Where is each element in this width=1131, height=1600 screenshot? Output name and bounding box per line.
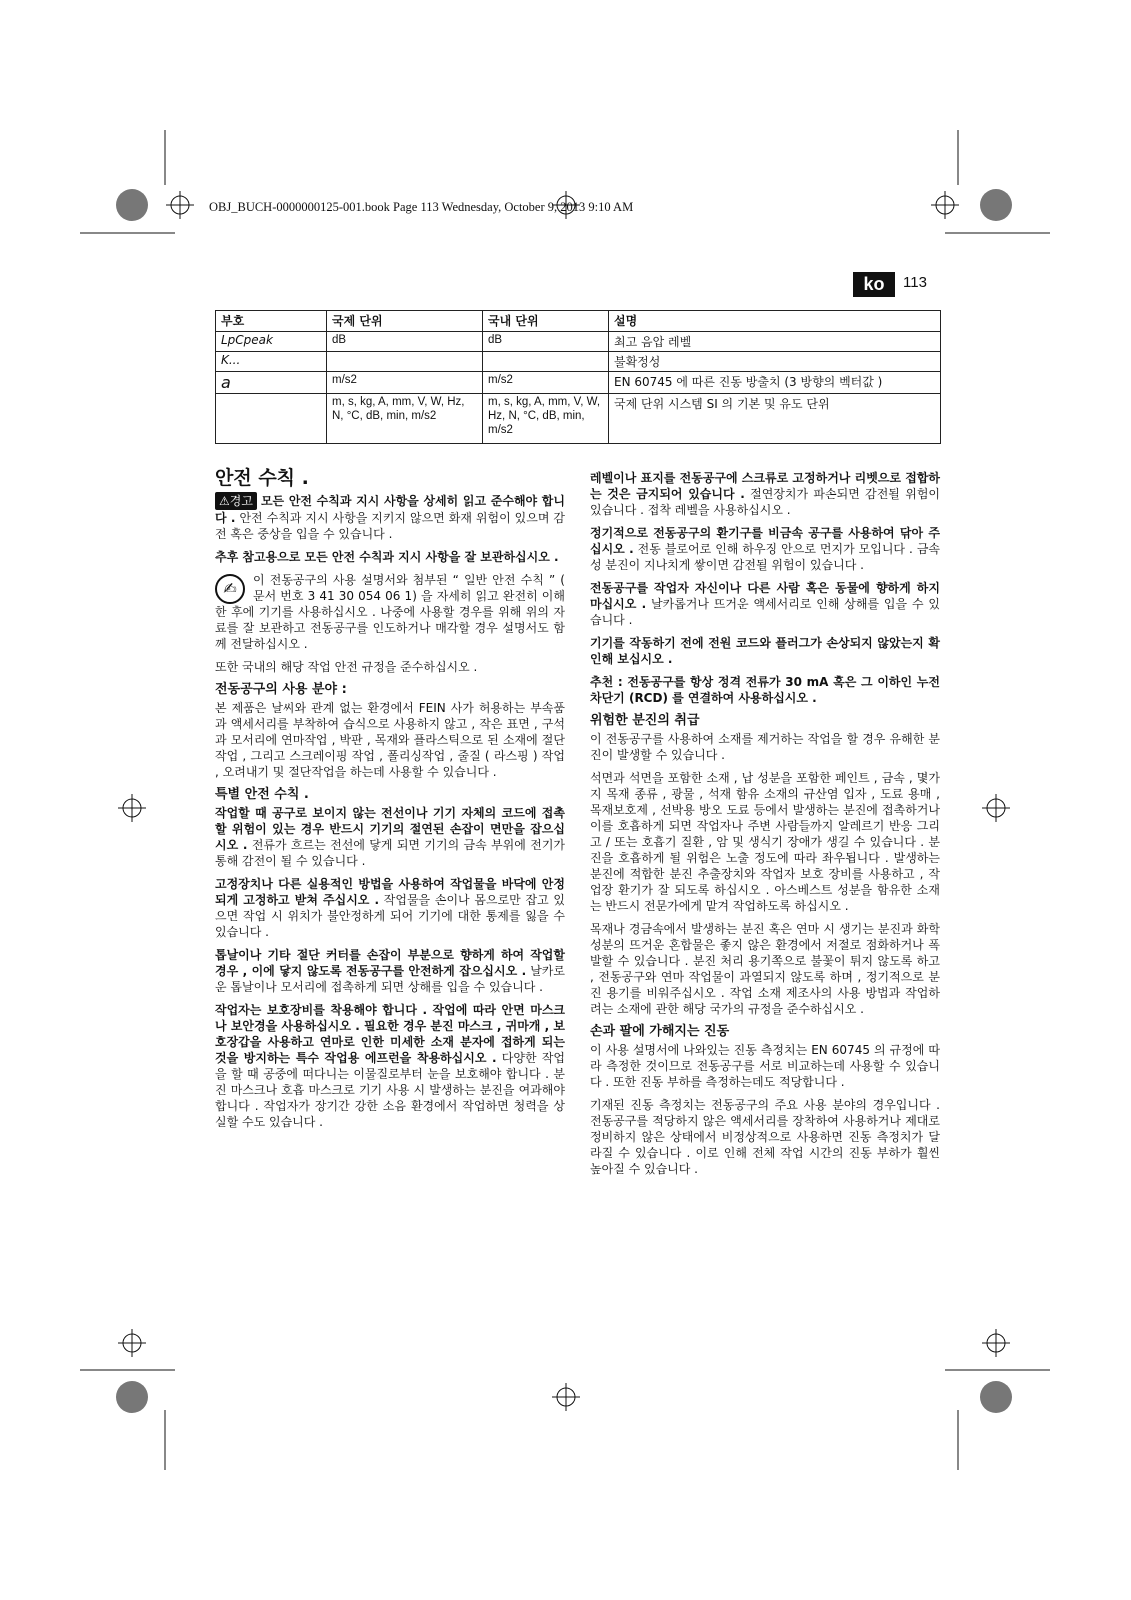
section-title-safety: 안전 수칙 . [215,467,309,489]
rule-2-bold: 정기적으로 전동공구의 환기구를 비금속 공구를 사용하여 닦아 주십시오 . [590,526,940,556]
special-3-text: 날카로운 톱날이나 모서리에 접촉하게 되면 상해를 입을 수 있습니다 . [215,964,565,994]
read-manual-icon: ✍ [215,574,245,604]
table-cell: K... [216,352,327,372]
rule-1-text: 절연장치가 파손되면 감전될 위험이 있습니다 . 접착 레벨을 사용하십시오 . [590,487,940,517]
rule-1-bold: 레벨이나 표지를 전동공구에 스크류로 고정하거나 리벳으로 접합하는 것은 금지되어 있습니다 . [590,471,940,501]
heading-vibration: 손과 팔에 가해지는 진동 [590,1024,730,1039]
table-cell [327,352,483,372]
read-manual-text: 이 전동공구의 사용 설명서와 첨부된 “ 일반 안전 수칙 ” ( 문서 번호 3 41 30 054 06 1) 을 자세히 읽고 완전히 이해한 후에 기기를 사용하십시오 . 나중에 사용할 경우를 위해 위의 자료를 잘 보관하고 전동공구를 인도하거나 매각할 경우 설명서도 함께 전달하십시오 . [215,573,565,651]
table-cell: EN 60745 에 따른 진동 방출치 (3 방향의 벡터값 ) [609,372,941,394]
dust-text-1: 이 전동공구를 사용하여 소재를 제거하는 작업을 할 경우 유해한 분진이 발생할 수 있습니다 . [590,732,940,762]
table-cell: a [216,372,327,394]
table-cell: 최고 음압 레벨 [609,332,941,352]
right-column [590,470,940,1184]
warning-text: 안전 수칙과 지시 사항을 지키지 않으면 화재 위험이 있으며 감전 혹은 중상을 입을 수 있습니다 . [215,511,565,541]
local-rules-text: 또한 국내의 해당 작업 안전 규정을 준수하십시오 . [215,660,478,674]
language-tab: ko [853,272,895,297]
table-cell: m/s2 [483,372,609,394]
table-row [216,332,941,352]
intended-use-text: 본 제품은 날씨와 관계 없는 환경에서 FEIN 사가 허용하는 부속품과 액세서리를 부착하여 습식으로 사용하지 않고 , 작은 표면 , 구석과 모서리에 연마작업 , 박판 , 목재와 플라스틱으로 된 소재에 절단작업 , 그리고 스크레이핑 작업 , 폴리싱작업 , 줄질 ( 라스핑 ) 작업 , 오려내기 및 절단작업을 하는데 사용할 수 있습니다 . [215,701,565,779]
heading-intended-use: 전동공구의 사용 분야 : [215,682,347,697]
special-3-bold: 톱날이나 기타 절단 커터를 손잡이 부분으로 향하게 하여 작업할 경우 , 이에 닿지 않도록 전동공구를 안전하게 잡으십시오 . [215,948,565,978]
left-column [215,467,566,1137]
table-header: 부호 [216,311,327,332]
rule-4-bold: 기기를 작동하기 전에 전원 코드와 플러그가 손상되지 않았는지 확인해 보십시오 . [590,636,940,666]
table-cell: m, s, kg, A, mm, V, W, Hz, N, °C, dB, min, m/s2 [327,394,483,444]
warning-badge: ⚠경고 [215,492,257,510]
table-cell [216,394,327,444]
rule-3-bold: 전동공구를 작업자 자신이나 다른 사람 혹은 동물에 향하게 하지 마십시오 . [590,581,940,611]
table-cell: 국제 단위 시스템 SI 의 기본 및 유도 단위 [609,394,941,444]
table-cell [483,352,609,372]
table-cell: 불확정성 [609,352,941,372]
special-1-text: 전류가 흐르는 전선에 닿게 되면 기기의 금속 부위에 전기가 통해 감전이 될 수 있습니다 . [215,838,566,868]
table-row [216,352,941,372]
vibration-text-1: 이 사용 설명서에 나와있는 진동 측정치는 EN 60745 의 규정에 따라 측정한 것이므로 전동공구를 서로 비교하는데 사용할 수 있습니다 . 또한 진동 부하를 측정하는데도 적당합니다 . [590,1043,940,1089]
print-line: OBJ_BUCH-0000000125-001.book Page 113 Wednesday, October 9, 2013 9:10 AM [209,200,634,214]
table-cell: m, s, kg, A, mm, V, W, Hz, N, °C, dB, min, m/s2 [483,394,609,444]
dust-text-2: 석면과 석면을 포함한 소재 , 납 성분을 포함한 페인트 , 금속 , 몇가지 목재 종류 , 광물 , 석재 함유 소재의 규산염 입자 , 도료 용매 , 목재보호제 , 선박용 방오 도료 등에서 발생하는 분진에 접촉하거나 이를 호흡하게 되면 작업자나 주변 사람들까지 알레르기 반응 그리고 / 또는 호흡기 질환 , 암 및 생식기 장애가 생길 수 있습니다 . 분진을 호흡하게 될 위험은 노출 정도에 따라 좌우됩니다 . 발생하는 분진에 적합한 분진 추출장치와 작업자 보호 장비를 사용하고 , 작업장 환기가 잘 되도록 하십시오 . 아스베스트 성분을 함유한 소재는 반드시 전문가에게 맡겨 작업하도록 하십시오 . [590,771,940,913]
special-4-bold: 작업자는 보호장비를 착용해야 합니다 . 작업에 따라 안면 마스크나 보안경을 사용하십시오 . 필요한 경우 분진 마스크 , 귀마개 , 보호장갑을 사용하고 연마로 인한 미세한 소재 분자에 접하게 되는 것을 방지하는 특수 작업용 에프런을 착용하십시오 . [215,1003,565,1065]
page-number: 113 [903,274,927,291]
special-2-text: 작업물을 손이나 몸으로만 잡고 있으면 작업 시 위치가 불안정하게 되어 기기에 대한 통제를 잃을 수 있습니다 . [215,893,565,939]
table-cell: dB [483,332,609,352]
keep-instructions-text: 추후 참고용으로 모든 안전 수칙과 지시 사항을 잘 보관하십시오 . [215,550,559,564]
heading-special-safety: 특별 안전 수칙 . [215,787,309,802]
table-row [216,372,941,394]
table-header: 국제 단위 [327,311,483,332]
rule-5-bold: 추천 : 전동공구를 항상 정격 전류가 30 mA 혹은 그 이하인 누전 차단기 (RCD) 를 연결하여 사용하십시오 . [590,675,940,705]
table-cell: LpCpeak [216,332,327,352]
table-header-row [216,311,941,332]
units-table [215,310,941,444]
special-4-text: 다양한 작업을 할 때 공중에 떠다니는 이물질로부터 눈을 보호해야 합니다 . 분진 마스크나 호흡 마스크로 기기 사용 시 발생하는 분진을 여과해야 합니다 . 작업자가 장기간 강한 소음 환경에서 작업하면 청력을 상실할 수도 있습니다 . [215,1051,566,1129]
rule-2-text: 전동 블로어로 인해 하우징 안으로 먼지가 모입니다 . 금속성 분진이 지나치게 쌓이면 감전될 위험이 있습니다 . [590,542,940,572]
heading-dust: 위험한 분진의 취급 [590,713,700,728]
special-2-bold: 고정장치나 다른 실용적인 방법을 사용하여 작업물을 바닥에 안정되게 고정하고 받쳐 주십시오 . [215,877,565,907]
special-1-bold: 작업할 때 공구로 보이지 않는 전선이나 기기 자체의 코드에 접촉할 위험이 있는 경우 반드시 기기의 절연된 손잡이 면만을 잡으십시오 . [215,806,565,852]
table-cell: dB [327,332,483,352]
warning-text-bold: 모든 안전 수칙과 지시 사항을 상세히 읽고 준수해야 합니다 . [215,494,565,525]
table-header: 설명 [609,311,941,332]
dust-text-3: 목재나 경금속에서 발생하는 분진 혹은 연마 시 생기는 분진과 화학 성분의 뜨거운 혼합물은 좋지 않은 환경에서 저절로 점화하거나 폭발할 수 있습니다 . 분진 처리 용기쪽으로 불꽃이 튀지 않도록 하고 , 전동공구와 연마 작업물이 과열되지 않도록 하며 , 정기적으로 분진 용기를 비워주십시오 . 작업 소재 제조사의 사용 방법과 작업하려는 소재에 관한 해당 국가의 규정을 준수하십시오 . [590,922,940,1016]
table-header: 국내 단위 [483,311,609,332]
rule-3-text: 날카롭거나 뜨거운 액세서리로 인해 상해를 입을 수 있습니다 . [590,597,941,627]
table-cell: m/s2 [327,372,483,394]
table-row [216,394,941,444]
vibration-text-2: 기재된 진동 측정치는 전동공구의 주요 사용 분야의 경우입니다 . 전동공구를 적당하지 않은 액세서리를 장착하여 사용하거나 제대로 정비하지 않은 상태에서 비정상적으로 사용하면 진동 측정치가 달라질 수 있습니다 . 이로 인해 전체 작업 시간의 진동 부하가 훨씬 높아질 수 있습니다 . [590,1098,940,1176]
